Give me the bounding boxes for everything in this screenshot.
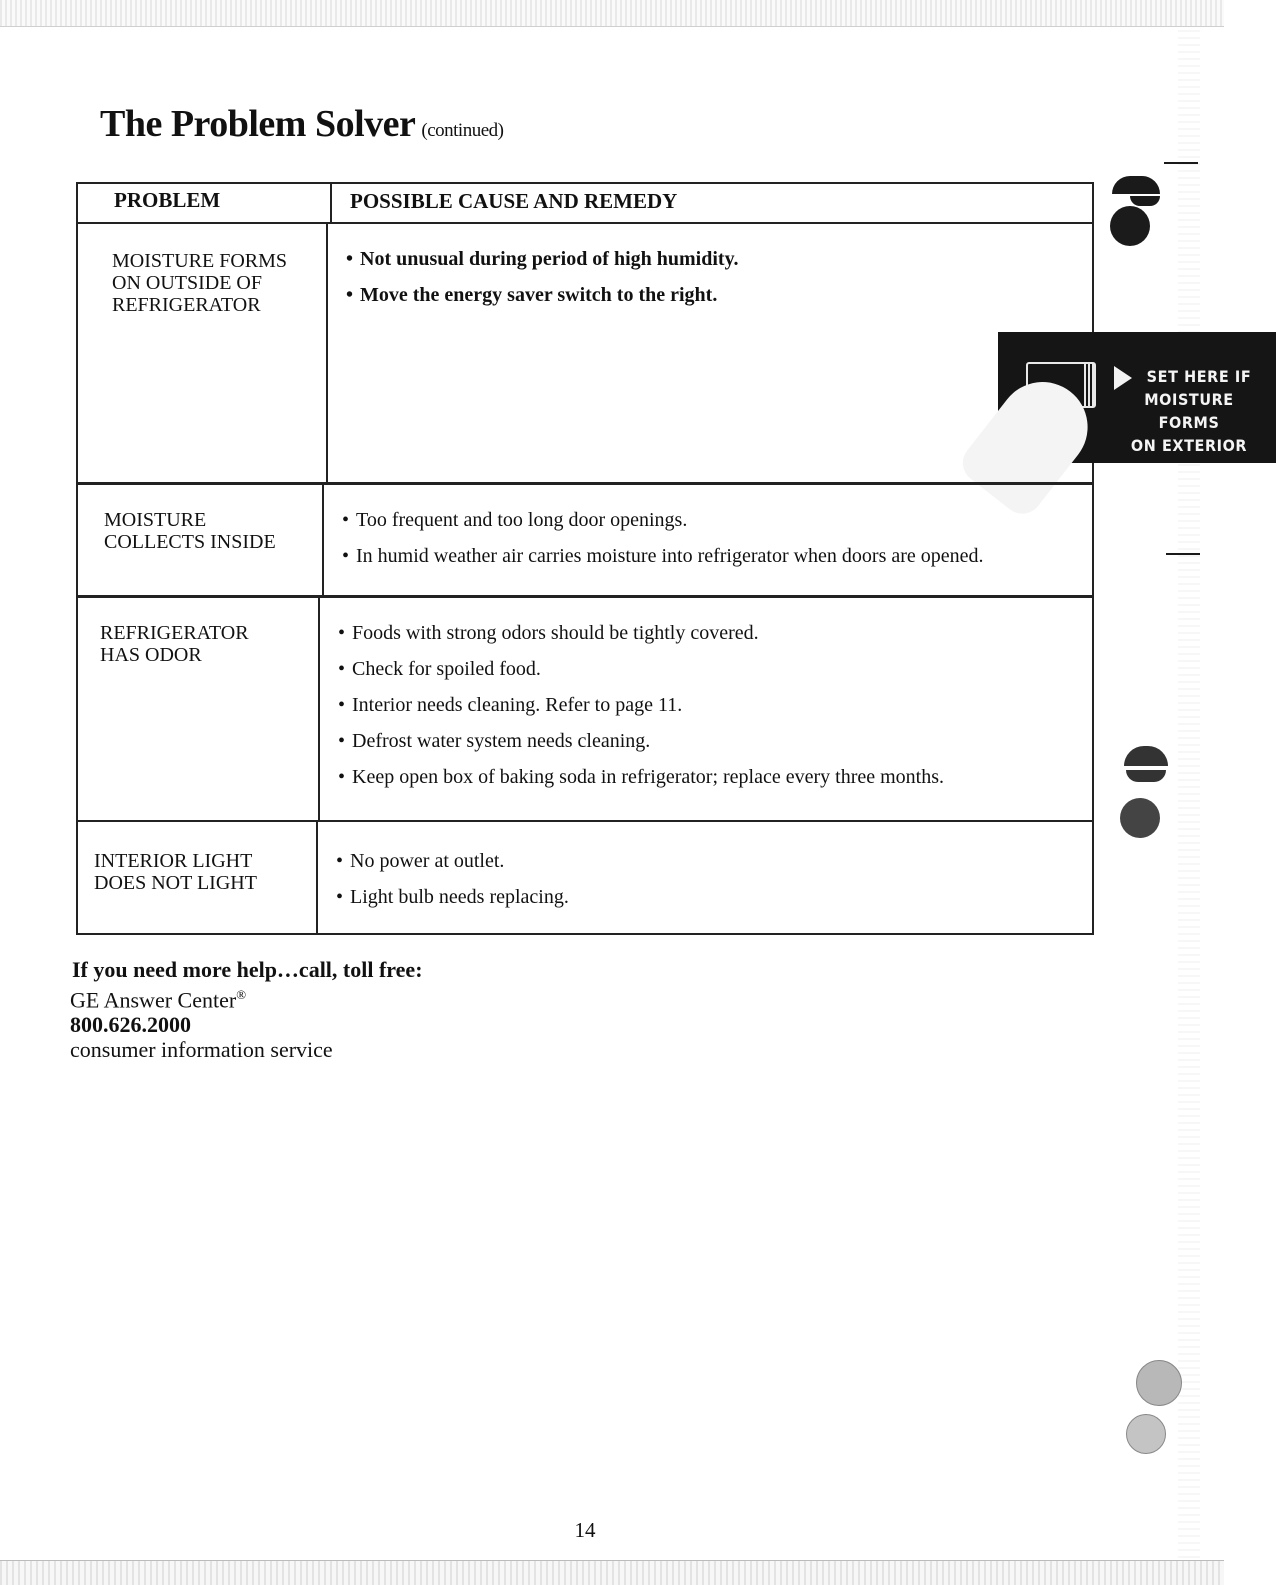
binder-hole bbox=[1120, 798, 1160, 838]
remedy-cell bbox=[320, 598, 1092, 820]
binder-hole bbox=[1136, 1360, 1182, 1406]
help-line: consumer information service bbox=[70, 1037, 333, 1063]
problem-line: COLLECTS INSIDE bbox=[104, 531, 276, 553]
help-line: If you need more help…call, toll free: bbox=[72, 957, 423, 982]
remedy-list bbox=[346, 248, 1080, 306]
phone-number: 800.626.2000 bbox=[70, 1012, 191, 1038]
margin-mark bbox=[1166, 553, 1200, 555]
list-item: • In humid weather air carries moisture into refrigerator when doors are opened. bbox=[342, 545, 1080, 567]
title-text: The Problem Solver bbox=[100, 103, 416, 145]
binder-mark bbox=[1126, 770, 1166, 782]
table-header-row bbox=[78, 184, 1092, 222]
switch-caption bbox=[1114, 365, 1264, 457]
remedy-cell bbox=[324, 485, 1092, 595]
list-item: • Check for spoiled food. bbox=[338, 658, 1080, 680]
page-title bbox=[100, 102, 503, 146]
list-item: • Too frequent and too long door openings. bbox=[342, 509, 1080, 531]
remedy-cell bbox=[328, 224, 1252, 482]
problem-line: REFRIGERATOR bbox=[100, 622, 249, 644]
list-item: • Interior needs cleaning. Refer to page 11. bbox=[338, 694, 1080, 716]
binder-mark bbox=[1112, 176, 1160, 194]
problem-cell bbox=[78, 224, 328, 482]
table-row bbox=[78, 595, 1092, 820]
binder-hole bbox=[1110, 206, 1150, 246]
scan-top-edge bbox=[0, 0, 1224, 27]
problem-line: REFRIGERATOR bbox=[112, 294, 261, 316]
table-row bbox=[78, 222, 1252, 482]
page-number: 14 bbox=[574, 1518, 596, 1542]
table-row bbox=[78, 482, 1092, 595]
binder-hole bbox=[1126, 1414, 1166, 1454]
problem-line: HAS ODOR bbox=[100, 644, 202, 666]
problem-cell bbox=[78, 822, 318, 933]
scan-right-edge bbox=[1178, 30, 1200, 1560]
problem-line: DOES NOT LIGHT bbox=[94, 872, 257, 894]
list-item: • Defrost water system needs cleaning. bbox=[338, 730, 1080, 752]
table-row bbox=[78, 820, 1092, 933]
answer-center-name: GE Answer Center bbox=[70, 987, 237, 1013]
header-problem: PROBLEM bbox=[78, 184, 332, 222]
registered-mark: ® bbox=[236, 987, 247, 1002]
remedy-list bbox=[338, 622, 1080, 788]
problem-line: MOISTURE FORMS bbox=[112, 250, 288, 272]
remedy-list bbox=[342, 509, 1080, 567]
help-contact-block bbox=[70, 957, 423, 1062]
list-item: • Move the energy saver switch to the right. bbox=[346, 284, 1080, 306]
problem-cell bbox=[78, 485, 324, 595]
problem-line: ON OUTSIDE OF bbox=[112, 272, 262, 294]
list-item: • Not unusual during period of high humidity. bbox=[346, 248, 1080, 270]
list-item: • No power at outlet. bbox=[336, 850, 1080, 872]
caption-line: SET HERE IF bbox=[1146, 367, 1252, 386]
list-item: • Light bulb needs replacing. bbox=[336, 886, 1080, 908]
energy-saver-switch-illustration bbox=[998, 332, 1276, 463]
binder-mark bbox=[1124, 746, 1168, 766]
problem-solver-table bbox=[76, 182, 1252, 935]
help-line bbox=[70, 982, 423, 1012]
caption-line: MOISTURE FORMS bbox=[1144, 390, 1234, 432]
binder-mark bbox=[1130, 196, 1160, 206]
remedy-list bbox=[336, 850, 1080, 908]
scan-bottom-edge bbox=[0, 1560, 1224, 1585]
caption-line: ON EXTERIOR bbox=[1130, 436, 1248, 455]
title-suffix: (continued) bbox=[421, 120, 504, 141]
remedy-cell bbox=[318, 822, 1092, 933]
margin-mark bbox=[1164, 162, 1198, 164]
problem-cell bbox=[78, 598, 320, 820]
switch-ridges bbox=[1084, 364, 1094, 406]
problem-line: INTERIOR LIGHT bbox=[94, 850, 253, 872]
problem-line: MOISTURE bbox=[104, 509, 207, 531]
header-remedy: POSSIBLE CAUSE AND REMEDY bbox=[350, 189, 678, 213]
list-item: • Foods with strong odors should be tightly covered. bbox=[338, 622, 1080, 644]
list-item: • Keep open box of baking soda in refrigerator; replace every three months. bbox=[338, 766, 1080, 788]
